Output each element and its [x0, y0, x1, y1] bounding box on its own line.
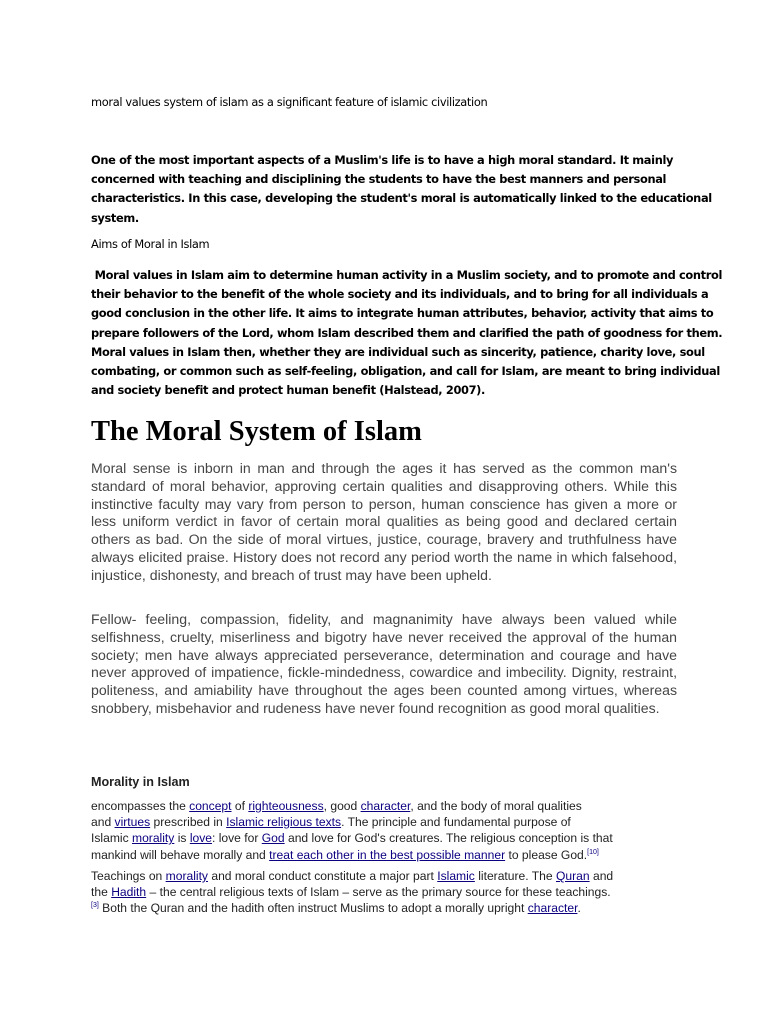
- intro-line: system.: [91, 210, 139, 225]
- text: the: [91, 885, 112, 900]
- morality-paragraph: [91, 798, 677, 863]
- link-morality[interactable]: morality: [165, 869, 208, 883]
- text: , and the body of moral qualities: [410, 799, 582, 813]
- intro-paragraph: [91, 151, 712, 228]
- text: prescribed in: [150, 815, 227, 830]
- aims-line: their behavior to the benefit of the whole society and its individuals, and to bring for all individuals a: [91, 287, 709, 302]
- text: Both the Quran and the hadith often instruct Muslims to adopt a morally upright: [98, 901, 528, 916]
- text: Islamic: [91, 831, 132, 846]
- teachings-paragraph: [91, 868, 677, 917]
- link-character[interactable]: character: [360, 799, 411, 813]
- morality-heading: Morality in Islam: [91, 775, 190, 789]
- moral-sense-paragraph: Moral sense is inborn in man and through the ages it has served as the common man's standard of moral behavior, approving certain qualities and disapproving others. While this instinctive faculty may vary from person to person, human conscience has given a more or less uniform verdict in favor of certain moral qualities as being good and declared certain others as bad. On the side of moral virtues, justice, courage, bravery and truthfulness have always elicited praise. History does not record any period worth the name in which falsehood, injustice, dishonesty, and breach of trust may have been upheld.: [91, 460, 677, 583]
- text: and: [91, 815, 115, 830]
- text: Teachings on: [91, 869, 166, 883]
- reference-link[interactable]: [10]: [587, 848, 599, 856]
- document-title: moral values system of islam as a significant feature of islamic civilization: [91, 95, 488, 109]
- text-line: [91, 814, 677, 830]
- text: encompasses the: [91, 799, 190, 813]
- link-character[interactable]: character: [527, 901, 578, 916]
- text-line: [91, 868, 677, 884]
- text: is: [174, 831, 190, 846]
- text-line: [91, 798, 677, 814]
- text: . The principle and fundamental purpose of: [341, 815, 571, 830]
- aims-line: combating, or common such as self-feeling, obligation, and call for Islam, are meant to bring individual: [91, 364, 720, 379]
- text: mankind will behave morally and: [91, 847, 270, 862]
- text: and: [589, 869, 614, 883]
- text: to please God.: [505, 847, 588, 862]
- link-hadith[interactable]: Hadith: [111, 885, 147, 900]
- fellow-feeling-paragraph: Fellow- feeling, compassion, fidelity, and magnanimity have always been valued while selfishness, cruelty, miserliness and bigotry have never received the approval of the human society; men have always appreciated perseverance, determination and courage and have never approved of impatience, fickle-mindedness, cowardice and imbecility. Dignity, restraint, politeness, and amiability have throughout the ages been counted among virtues, whereas snobbery, misbehavior and rudeness have never found recognition as good moral qualities.: [91, 611, 677, 716]
- text: – the central religious texts of Islam – serve as the primary source for these teachings.: [146, 885, 611, 900]
- link-virtues[interactable]: virtues: [114, 815, 151, 830]
- link-islamic-religious-texts[interactable]: Islamic religious texts: [226, 815, 342, 830]
- link-quran[interactable]: Quran: [555, 869, 590, 883]
- link-concept[interactable]: concept: [189, 799, 232, 813]
- aims-paragraph: [91, 266, 723, 400]
- aims-line: Moral values in Islam then, whether they are individual such as sincerity, patience, charity love, soul: [91, 344, 705, 359]
- text: and love for God's creatures. The religious conception is that: [284, 831, 613, 846]
- aims-line: prepare followers of the Lord, whom Islam described them and clarified the path of goodness for them.: [91, 325, 723, 340]
- aims-line: and society benefit and protect human benefit (Halstead, 2007).: [91, 383, 485, 398]
- text: of: [231, 799, 249, 813]
- text: literature. The: [474, 869, 556, 883]
- link-righteousness[interactable]: righteousness: [248, 799, 324, 813]
- text-line: [91, 884, 677, 900]
- intro-line: One of the most important aspects of a Muslim's life is to have a high moral standard. It mainly: [91, 153, 674, 167]
- text-line: [91, 830, 677, 846]
- text: : love for: [212, 831, 262, 846]
- reference-link[interactable]: [3]: [91, 902, 99, 910]
- aims-line: Moral values in Islam aim to determine human activity in a Muslim society, and to promote and control: [91, 268, 723, 282]
- aims-line: good conclusion in the other life. It aims to integrate human attributes, behavior, activity that aims to: [91, 306, 714, 321]
- link-god[interactable]: God: [261, 831, 285, 846]
- intro-line: concerned with teaching and disciplining the students to have the best manners and personal: [91, 172, 667, 187]
- link-morality[interactable]: morality: [132, 831, 175, 846]
- link-islamic[interactable]: Islamic: [437, 869, 475, 883]
- section-title: The Moral System of Islam: [91, 416, 422, 447]
- text: and moral conduct constitute a major part: [207, 869, 438, 883]
- link-love[interactable]: love: [189, 831, 212, 846]
- intro-line: characteristics. In this case, developing the student's moral is automatically linked to the educational: [91, 191, 712, 206]
- aims-heading: Aims of Moral in Islam: [91, 237, 210, 251]
- text: , good: [323, 799, 361, 813]
- link-treat-each-other[interactable]: treat each other in the best possible manner: [269, 847, 506, 862]
- text-line: [91, 847, 677, 863]
- text-line: [91, 900, 677, 916]
- text: .: [577, 901, 581, 916]
